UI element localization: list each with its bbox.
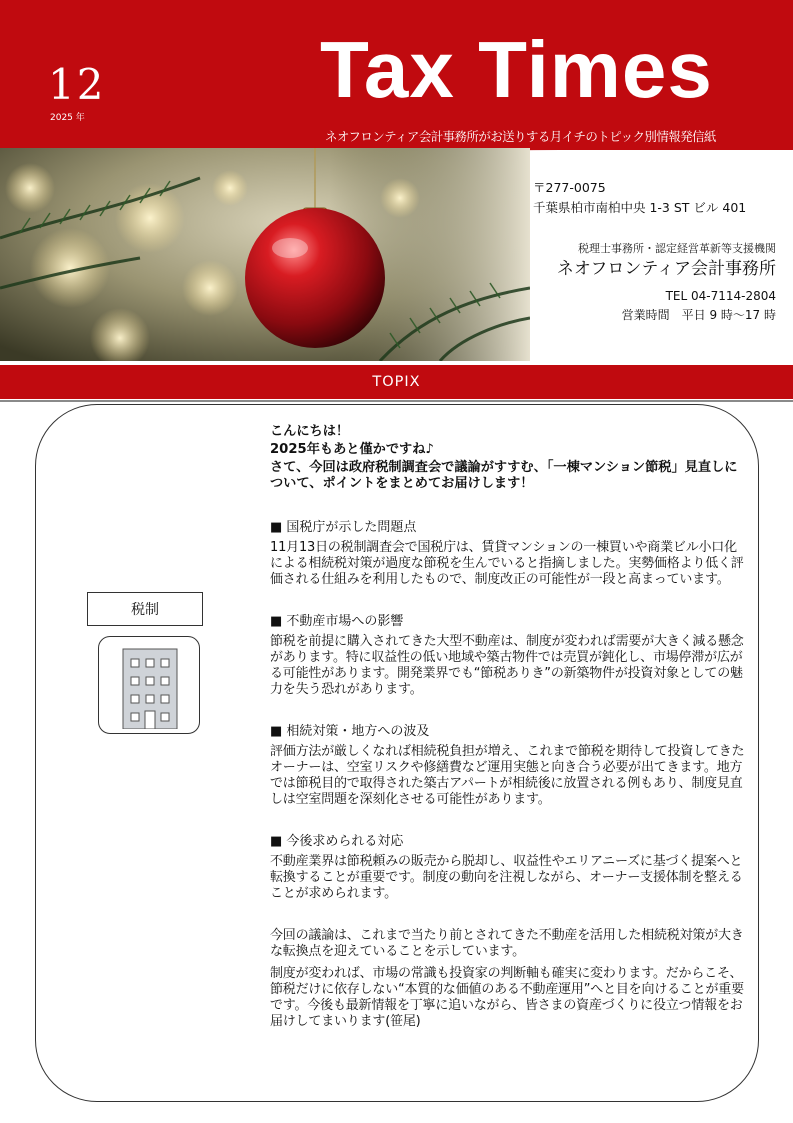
section-heading: ■ 今後求められる対応 [270,834,745,850]
section-heading: ■ 不動産市場への影響 [270,614,745,630]
postal-code: 〒277-0075 [533,180,606,195]
article-closing [270,928,745,1030]
section-4 [270,834,745,902]
article-intro [270,424,745,492]
newsletter-tagline: ネオフロンティア会計事務所がお送りする月イチのトピック別情報発信紙 [325,129,716,144]
section-heading: ■ 相続対策・地方への波及 [270,724,745,740]
article-content [270,424,745,1030]
category-label [87,592,203,626]
section-body: 評価方法が厳しくなれば相続税負担が増え、これまで節税を期待して投資してきたオーナーは、空室リスクや修繕費など運用実態と向き合う必要が出てきます。地方では節税目的で取得された築古アパートが相続後に放置される例もあり、制度見直しは空室問題を深刻化させる可能性があります。 [270,744,745,807]
section-1 [270,520,745,588]
office-phone: TEL 04-7114-2804 [665,289,776,303]
office-hours: 営業時間 平日 9 時～17 時 [621,308,776,322]
street-address: 千葉県柏市南柏中央 1-3 ST ビル 401 [533,200,747,215]
office-address-block [533,178,788,218]
topix-bar [0,365,793,399]
closing-paragraph-1: 今回の議論は、これまで当たり前とされてきた不動産を活用した相続税対策が大きな転換点を迎えていることを示しています。 [270,928,744,959]
issue-year: 2025 年 [50,113,85,123]
office-name: ネオフロンティア会計事務所 [556,259,776,279]
greeting-line-2: 2025年もあと僅かですね♪ [270,442,434,457]
issue-month: 12 [48,60,106,109]
section-2 [270,614,745,698]
building-icon [121,643,179,729]
section-body: 不動産業界は節税頼みの販売から脱却し、収益性やエリアニーズに基づく提案へと転換することが重要です。制度の動向を注視しながら、オーナー支援体制を整えることが求められます。 [270,854,743,901]
greeting: こんにちは！ [270,424,350,439]
office-certification: 税理士事務所・認定経営革新等支援機関 [578,242,776,255]
category-text: 税制 [131,602,159,618]
section-body: 11月13日の税制調査会で国税庁は、賃貸マンションの一棟買いや商業ビル小口化による相続税対策が過度な節税を生んでいると指摘しました。実勢価格より低く評価される仕組みを利用したもので、制度改正の可能性が一段と高まっています。 [270,540,744,587]
office-info-block [533,240,776,324]
closing-paragraph-2: 制度が変われば、市場の常識も投資家の判断軸も確実に変わります。だからこそ、節税だけに依存しない“本質的な価値のある不動産運用”へと目を向けることが重要です。今後も最新情報を丁寧に追いながら、皆さまの資産づくりに役立つ情報をお届けしてまいります(笹尾) [270,966,744,1029]
header [0,0,793,362]
section-body: 節税を前提に購入されてきた大型不動産は、制度が変われば需要が大きく減る懸念があります。特に収益性の低い地域や築古物件では売買が鈍化し、市場停滞が広がる可能性があります。開発業界でも“節税ありき”の新築物件が投資対象としての魅力を失う恐れがあります。 [270,634,744,697]
topix-label: TOPIX [372,374,421,390]
intro-summary: さて、今回は政府税制調査会で議論がすすむ、「一棟マンション節税」見直しについて、ポイントをまとめてお届けします！ [270,460,738,491]
divider [0,400,793,402]
category-icon-box [98,636,200,734]
section-heading: ■ 国税庁が示した問題点 [270,520,745,536]
newsletter-title: Tax Times [320,25,713,114]
christmas-ornament-photo [0,148,530,361]
section-3 [270,724,745,808]
